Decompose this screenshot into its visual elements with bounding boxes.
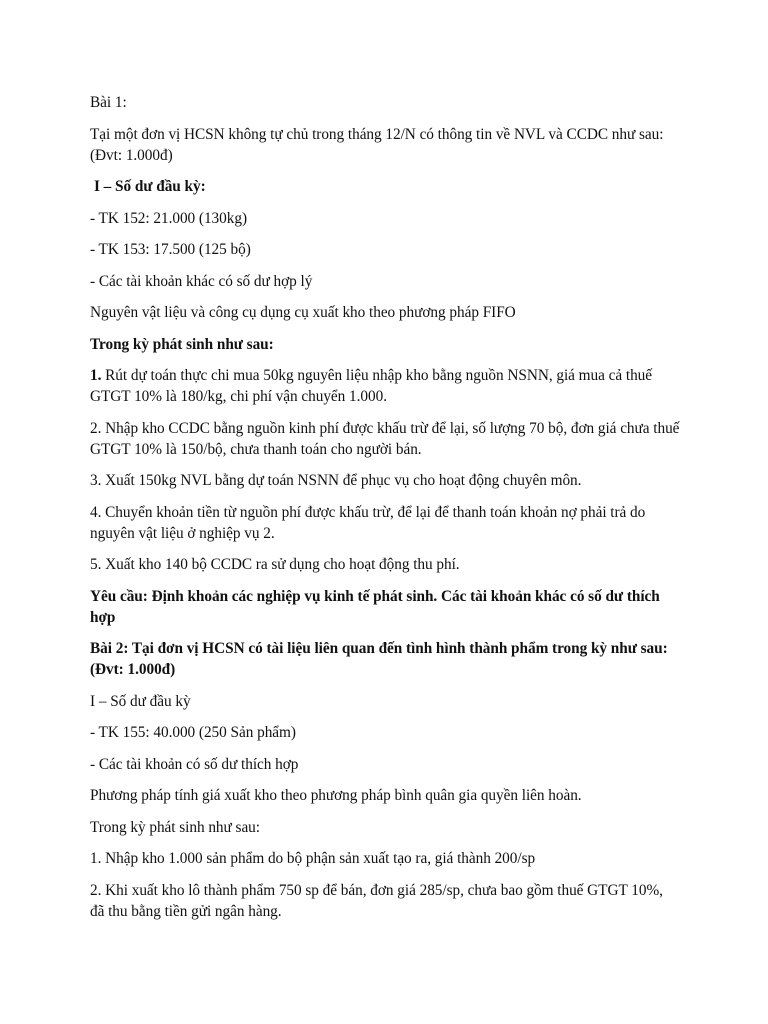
exercise-1-requirement: Yêu cầu: Định khoản các nghiệp vụ kinh tế phát sinh. Các tài khoản khác có số dư thích hợp (90, 587, 660, 626)
exercise-1-other-accounts: - Các tài khoản khác có số dư hợp lý (90, 272, 313, 290)
exercise-2-item-1: 1. Nhập kho 1.000 sản phẩm do bộ phận sản xuất tạo ra, giá thành 200/sp (90, 850, 536, 867)
exercise-2-tk155: - TK 155: 40.000 (250 Sản phẩm) (90, 724, 296, 741)
document-body (90, 92, 680, 932)
exercise-1-item-1-number: 1. (90, 367, 102, 384)
exercise-1-period-heading: Trong kỳ phát sinh như sau: (90, 335, 274, 353)
exercise-1-item-2: 2. Nhập kho CCDC bằng nguồn kinh phí được khấu trừ để lại, số lượng 70 bộ, đơn giá chưa thuế GTGT 10% là 150/bộ, chưa thanh toán cho người bán. (90, 419, 680, 458)
exercise-1-item-3: 3. Xuất 150kg NVL bằng dự toán NSNN để phục vụ cho hoạt động chuyên môn. (90, 472, 582, 489)
exercise-1-method: Nguyên vật liệu và công cụ dụng cụ xuất kho theo phương pháp FIFO (90, 304, 516, 321)
exercise-2-opening-balance-heading: I – Số dư đầu kỳ (90, 692, 191, 710)
exercise-1-item-4: 4. Chuyển khoản tiền từ nguồn phí được khấu trừ, để lại để thanh toán khoản nợ phải trả do nguyên vật liệu ở nghiệp vụ 2. (90, 503, 646, 542)
exercise-1-item-1 (90, 365, 680, 407)
exercise-1-tk153: - TK 153: 17.500 (125 bộ) (90, 241, 251, 258)
exercise-2-item-2: 2. Khi xuất kho lô thành phẩm 750 sp để bán, đơn giá 285/sp, chưa bao gồm thuế GTGT 10%, đã thu bằng tiền gửi ngân hàng. (90, 881, 663, 920)
exercise-2-method: Phương pháp tính giá xuất kho theo phương pháp bình quân gia quyền liên hoàn. (90, 787, 582, 804)
exercise-1-intro: Tại một đơn vị HCSN không tự chủ trong tháng 12/N có thông tin về NVL và CCDC như sau: (Đvt: 1.000đ) (90, 125, 664, 164)
exercise-1-opening-balance-heading: I – Số dư đầu kỳ: (94, 178, 206, 195)
exercise-2-period-heading: Trong kỳ phát sinh như sau: (90, 818, 260, 836)
exercise-1-title: Bài 1: (90, 94, 127, 111)
exercise-1-tk152: - TK 152: 21.000 (130kg) (90, 209, 247, 227)
exercise-1-item-1-text: Rút dự toán thực chi mua 50kg nguyên liệu nhập kho bằng nguồn NSNN, giá mua cả thuế GTGT 10% là 180/kg, chi phí vận chuyển 1.000. (90, 367, 653, 405)
exercise-1-item-5: 5. Xuất kho 140 bộ CCDC ra sử dụng cho hoạt động thu phí. (90, 556, 460, 573)
exercise-2-other-accounts: - Các tài khoản có số dư thích hợp (90, 755, 299, 773)
exercise-2-title: Bài 2: Tại đơn vị HCSN có tài liệu liên quan đến tình hình thành phẩm trong kỳ như sau: (Đvt: 1.000đ) (90, 640, 668, 678)
